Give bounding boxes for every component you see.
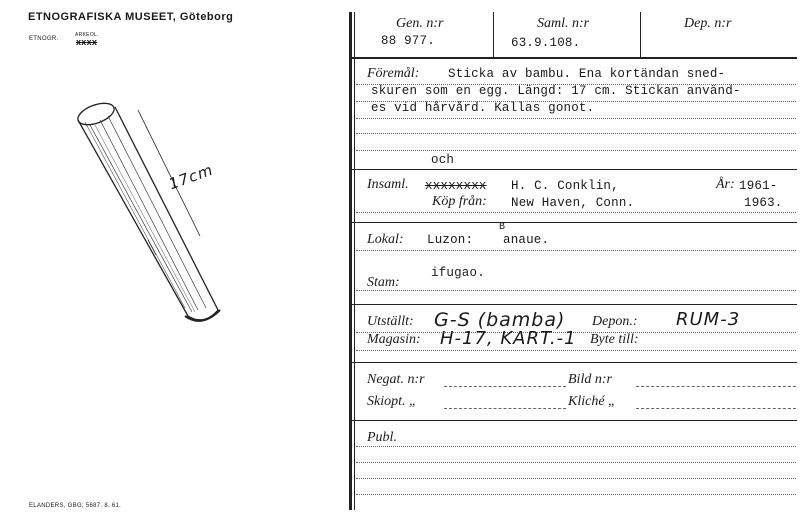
foremal-line-1: Sticka av bambu. Ena kortändan sned- — [448, 67, 726, 81]
section-rule — [352, 169, 797, 170]
saml-nr-label: Saml. n:r — [537, 16, 590, 31]
depon-value: RUM-3 — [676, 309, 741, 330]
year-start: 1961- — [739, 179, 778, 193]
bild-label: Bild n:r — [568, 372, 612, 387]
ruled-line — [356, 101, 796, 102]
year-end: 1963. — [744, 196, 783, 210]
ruled-line — [356, 118, 796, 119]
gen-nr-value: 88 977. — [381, 34, 435, 48]
depon-label: Depon.: — [592, 314, 638, 329]
bild-line — [636, 386, 796, 387]
arkeol-label: ARKEOL. — [75, 32, 99, 38]
negat-line — [444, 386, 566, 387]
printer-line: ELANDERS, GBG; 5687. 8. 61. — [29, 503, 122, 509]
ruled-line — [356, 478, 796, 479]
stam-label: Stam: — [367, 275, 400, 290]
utstallt-label: Utställt: — [367, 314, 414, 329]
lokal-value-2: anaue. — [503, 233, 550, 247]
museum-header: ETNOGRAFISKA MUSEET, Göteborg — [28, 11, 234, 23]
ar-label: År: — [716, 177, 735, 192]
publ-label: Publ. — [367, 430, 397, 445]
insaml-value: H. C. Conklin, — [511, 179, 619, 193]
magasin-value: H-17, KART.-1 — [440, 328, 577, 349]
gen-nr-label: Gen. n:r — [396, 16, 444, 31]
section-rule — [352, 222, 797, 223]
section-rule — [352, 362, 797, 363]
lokal-sup: B — [499, 222, 506, 233]
header-divider-1 — [493, 12, 494, 58]
header-bottom-rule — [352, 57, 797, 59]
ruled-line — [356, 150, 796, 151]
header-divider-2 — [640, 12, 641, 58]
section-rule — [352, 304, 797, 305]
card-left-border — [349, 12, 352, 510]
foremal-line-2: skuren som en egg. Längd: 17 cm. Stickan använd- — [371, 84, 741, 98]
lokal-value: Luzon: — [427, 233, 474, 247]
ruled-line — [356, 84, 796, 85]
dep-nr-label: Dep. n:r — [684, 16, 732, 31]
section-rule — [352, 420, 797, 421]
kliche-line — [636, 408, 796, 409]
ruled-line — [356, 350, 796, 351]
negat-label: Negat. n:r — [367, 372, 425, 387]
och-text: och — [431, 153, 455, 167]
skiopt-line — [444, 408, 566, 409]
bamboo-stick-drawing — [60, 80, 300, 380]
insaml-struck-text: xxxxxxxx — [425, 179, 487, 193]
ruled-line — [356, 290, 796, 291]
utstallt-value: G-S (bamba) — [434, 309, 566, 331]
foremal-line-3: es vid hårvård. Kallas gonot. — [371, 101, 595, 115]
ruled-line — [356, 212, 796, 213]
byte-till-label: Byte till: — [590, 332, 639, 347]
lokal-label: Lokal: — [367, 232, 404, 247]
insaml-label: Insaml. — [367, 177, 409, 192]
kop-fran-value: New Haven, Conn. — [511, 196, 635, 210]
ruled-line — [356, 446, 796, 447]
ruled-line — [356, 133, 796, 134]
saml-nr-value: 63.9.108. — [511, 36, 581, 50]
xxxx-marks: xxxx — [76, 37, 98, 47]
kop-fran-label: Köp från: — [432, 194, 487, 209]
length-note: 17cm — [166, 160, 216, 194]
foremal-label: Föremål: — [367, 66, 420, 81]
kliche-label: Kliché „ — [568, 394, 616, 409]
ruled-line — [356, 494, 796, 495]
stam-value: ifugao. — [431, 266, 485, 280]
ruled-line — [356, 250, 796, 251]
magasin-label: Magasin: — [367, 332, 421, 347]
skiopt-label: Skiopt. „ — [367, 394, 417, 409]
card-left-border-inner — [354, 12, 355, 510]
ruled-line — [356, 462, 796, 463]
etnogr-label: ETNOGR. — [29, 36, 59, 42]
